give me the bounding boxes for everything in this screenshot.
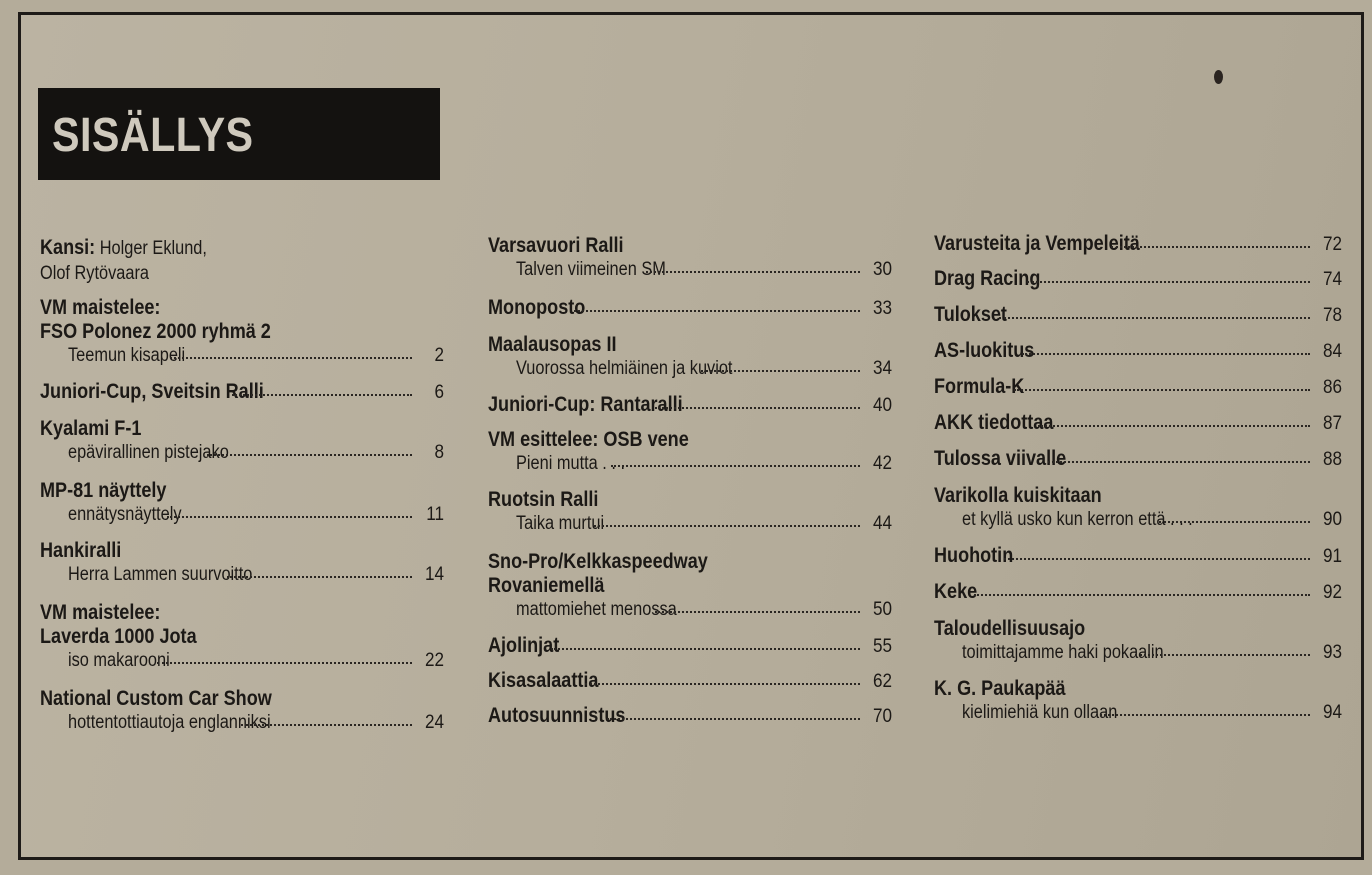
toc-entry[interactable] [934,232,1342,257]
toc-entry-subtitle: ennätysnäyttely [68,504,182,525]
toc-entry-title: Ajolinjat [488,634,560,657]
toc-entry-line [934,232,1342,257]
toc-entry-subtitle: Herra Lammen suurvoitto [68,564,253,585]
toc-entry-heading: Rovaniemellä [488,574,605,597]
toc-entry-line [934,411,1342,436]
page-number: 24 [424,712,444,733]
toc-entry-title: Monoposto [488,296,586,319]
page-number: 74 [1322,269,1342,290]
dot-leader [241,710,412,726]
title-bar [38,88,440,180]
toc-entry-subtitle: mattomiehet menossa [516,599,677,620]
page-number: 33 [872,298,892,319]
toc-entry-subtitle: hottentottiautoja englanniksi [68,712,271,733]
page-number: 55 [872,636,892,657]
page-number: 2 [434,345,444,366]
toc-entry[interactable] [934,544,1342,569]
toc-entry-heading: VM esittelee: OSB vene [488,428,689,451]
toc-entry-line [488,512,892,536]
toc-entry-line [488,393,892,418]
toc-entry-title: Drag Racing [934,267,1041,290]
toc-entry[interactable] [40,417,444,465]
dot-leader [974,580,1310,596]
toc-entry-subtitle: kielimiehiä kun ollaan [962,702,1118,723]
cover-credit [40,236,444,286]
page-number: 22 [424,650,444,671]
dot-leader [1135,640,1310,656]
page-number: 72 [1322,234,1342,255]
toc-entry-subtitle: toimittajamme haki pokaalin [962,642,1164,663]
toc-entry[interactable] [488,669,892,694]
dot-leader [1159,507,1310,523]
page-number: 30 [872,259,892,280]
toc-entry-subtitle: Vuorossa helmiäinen ja kuviot [516,358,733,379]
toc-entry-title: Tulokset [934,303,1007,326]
toc-entry-subtitle: Talven viimeinen SM [516,259,666,280]
toc-entry-heading: Sno-Pro/Kelkkaspeedway [488,550,708,573]
page-number: 94 [1322,702,1342,723]
toc-entry-heading: Laverda 1000 Jota [40,625,197,648]
toc-entry-line [488,669,892,694]
toc-entry[interactable] [40,479,444,527]
dot-leader [1022,339,1310,355]
toc-entry-heading: K. G. Paukapää [934,677,1066,700]
page-title: SISÄLLYS [52,109,254,162]
dot-leader [232,380,412,396]
cover-credit-name-1: Holger Eklund, [95,238,207,259]
page-number: 93 [1322,642,1342,663]
toc-column-3 [934,232,1342,737]
toc-entry[interactable] [934,339,1342,364]
page-number: 40 [872,395,892,416]
toc-entry[interactable] [934,303,1342,328]
toc-entry-line [934,267,1342,292]
page-number: 90 [1322,509,1342,530]
toc-entry[interactable] [488,704,892,729]
toc-entry-heading: Hankiralli [40,539,122,562]
dot-leader [167,502,412,518]
toc-entry[interactable] [40,687,444,735]
toc-entry[interactable] [488,234,892,282]
page-number: 50 [872,599,892,620]
dot-leader [611,451,860,467]
dot-leader [607,704,860,720]
toc-entry-heading: FSO Polonez 2000 ryhmä 2 [40,320,271,343]
page-number: 8 [434,442,444,463]
toc-entry[interactable] [488,333,892,381]
toc-entry-line [934,303,1342,328]
dot-leader [1111,232,1310,248]
toc-entry-line [40,503,444,527]
cover-credit-label: Kansi: [40,236,96,259]
toc-entry-title: Tulossa viivalle [934,447,1067,470]
page-number: 87 [1322,413,1342,434]
dot-leader [1048,447,1310,463]
toc-entry-subtitle: Teemun kisapeli [68,345,186,366]
dot-leader [1027,267,1310,283]
toc-entry-title: Autosuunnistus [488,704,626,727]
page-number: 34 [872,358,892,379]
dot-leader [701,356,860,372]
dot-leader [655,597,860,613]
toc-entry-subtitle: epävirallinen pistejako [68,442,229,463]
toc-entry[interactable] [488,428,892,476]
toc-entry-line [488,452,892,476]
page-number: 6 [434,382,444,403]
toc-entry-title: Varusteita ja Vempeleitä [934,232,1140,255]
toc-column-2 [488,234,892,739]
toc-entry[interactable] [488,488,892,536]
toc-entry-heading: Varsavuori Ralli [488,234,624,257]
toc-entry[interactable] [934,267,1342,292]
dot-leader [1096,700,1310,716]
toc-entry-title: Keke [934,580,978,603]
toc-entry-heading: VM maistelee: [40,601,161,624]
page-number: 84 [1322,341,1342,362]
toc-entry-line [40,441,444,465]
toc-entry[interactable] [488,634,892,659]
dot-leader [574,296,860,312]
toc-entry-line [40,380,444,405]
toc-entry-heading: MP-81 näyttely [40,479,167,502]
toc-entry-line [488,357,892,381]
toc-column-1 [40,236,444,747]
dot-leader [999,303,1310,319]
toc-entry-line [40,344,444,368]
toc-entry[interactable] [934,411,1342,436]
toc-entry-line [488,296,892,321]
toc-entry-line [934,580,1342,605]
toc-entry-heading: Kyalami F-1 [40,417,142,440]
page-number: 14 [424,564,444,585]
toc-entry[interactable] [40,539,444,587]
toc-entry[interactable] [488,393,892,418]
dot-leader [157,648,412,664]
dot-leader [1014,375,1310,391]
page-number: 92 [1322,582,1342,603]
page-number: 70 [872,706,892,727]
dot-leader [1004,544,1310,560]
toc-entry-line [934,701,1342,725]
dot-leader [1038,411,1310,427]
toc-entry-line [934,508,1342,532]
toc-entry[interactable] [934,617,1342,665]
toc-entry-title: Juniori-Cup: Rantaralli [488,393,683,416]
toc-entry-line [934,339,1342,364]
dot-leader [227,562,412,578]
toc-entry[interactable] [934,375,1342,400]
toc-entry-title: AS-luokitus [934,339,1035,362]
page-number: 62 [872,671,892,692]
toc-entry[interactable] [934,677,1342,725]
toc-entry-title: Juniori-Cup, Sveitsin Ralli [40,380,264,403]
toc-entry-line [40,563,444,587]
page-number: 91 [1322,546,1342,567]
toc-entry[interactable] [40,380,444,405]
toc-entry-line [488,258,892,282]
toc-entry[interactable] [488,550,892,622]
toc-entry-heading: Varikolla kuiskitaan [934,484,1102,507]
toc-entry[interactable] [934,484,1342,532]
dot-leader [585,669,860,685]
toc-entry-heading: National Custom Car Show [40,687,272,710]
print-speck [1214,70,1223,84]
dot-leader [655,393,860,409]
toc-entry-line [488,598,892,622]
toc-entry-subtitle: Pieni mutta . . . [516,453,625,474]
page-number: 44 [872,513,892,534]
toc-entry-line [934,375,1342,400]
toc-entry-heading: VM maistelee: [40,296,161,319]
page-number: 11 [426,504,444,525]
toc-entry-subtitle: iso makarooni [68,650,170,671]
toc-entry-subtitle: et kyllä usko kun kerron että . . . [962,509,1193,530]
page-number: 88 [1322,449,1342,470]
page-number: 78 [1322,305,1342,326]
toc-entry-title: AKK tiedottaa [934,411,1054,434]
toc-entry-line [40,649,444,673]
dot-leader [594,511,860,527]
cover-credit-line-2 [40,261,387,286]
toc-entry[interactable] [40,601,444,673]
dot-leader [551,634,860,650]
toc-entry-heading: Maalausopas II [488,333,617,356]
toc-entry-line [488,634,892,659]
page-number: 42 [872,453,892,474]
toc-entry-line [934,641,1342,665]
toc-entry-line [934,447,1342,472]
dot-leader [646,257,860,273]
toc-entry[interactable] [934,580,1342,605]
toc-entry-line [488,704,892,729]
toc-entry-title: Huohotin [934,544,1014,567]
toc-entry-heading: Taloudellisuusajo [934,617,1086,640]
toc-entry-heading: Ruotsin Ralli [488,488,599,511]
cover-credit-line-1 [40,236,387,261]
cover-credit-name-2: Olof Rytövaara [40,263,149,284]
dot-leader [207,440,412,456]
toc-entry-title: Kisasalaattia [488,669,599,692]
toc-entry-line [40,711,444,735]
toc-entry-line [934,544,1342,569]
toc-entry[interactable] [488,296,892,321]
toc-entry[interactable] [934,447,1342,472]
toc-entry-title: Formula-K [934,375,1025,398]
page-number: 86 [1322,377,1342,398]
toc-entry-subtitle: Taika murtui [516,513,605,534]
dot-leader [170,343,412,359]
toc-entry[interactable] [40,296,444,368]
